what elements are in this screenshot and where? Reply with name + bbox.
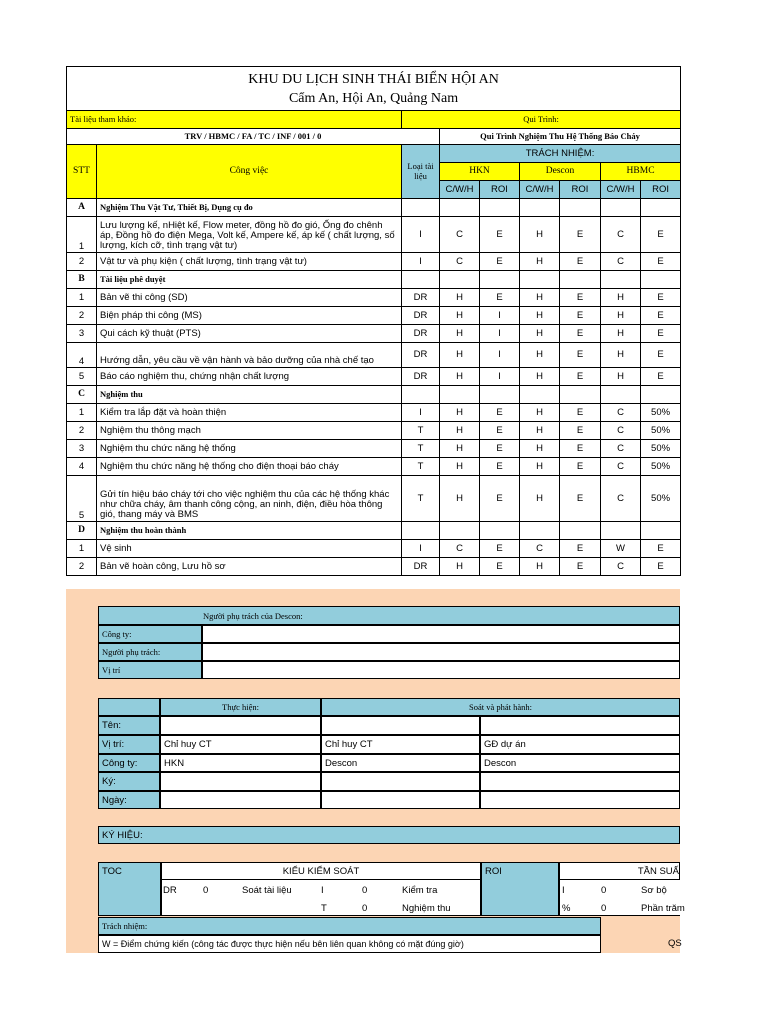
descon-company-label: Công ty: bbox=[98, 625, 202, 643]
frequency-header: TẦN SUẤ bbox=[559, 862, 680, 880]
position-value: Chỉ huy CT bbox=[321, 735, 480, 754]
doc-type-cell: I bbox=[402, 403, 440, 421]
responsibility-cell: C bbox=[601, 252, 641, 270]
responsibility-cell: C bbox=[520, 539, 560, 557]
section-row bbox=[67, 385, 681, 403]
responsibility-cell: E bbox=[480, 216, 520, 252]
sub-header: C/W/H bbox=[601, 180, 641, 198]
table-row bbox=[67, 216, 681, 252]
doc-type-cell: DR bbox=[402, 324, 440, 342]
row-number: 3 bbox=[67, 439, 97, 457]
doc-type-cell: T bbox=[402, 457, 440, 475]
responsibility-cell bbox=[520, 521, 560, 539]
row-number: 4 bbox=[67, 457, 97, 475]
control-type-header: KIỂU KIỂM SOÁT bbox=[161, 862, 481, 880]
sub-header: ROI bbox=[641, 180, 681, 198]
table-row bbox=[67, 324, 681, 342]
legend-dr-text: Soát tài liệu bbox=[242, 885, 292, 896]
witness-definition: W = Điểm chứng kiến (công tác được thực hiện nếu bên liên quan không có mặt đúng giờ) bbox=[98, 935, 601, 953]
signature-label: Ký: bbox=[98, 772, 160, 791]
responsibility-cell bbox=[560, 198, 601, 216]
responsibility-cell: 50% bbox=[641, 457, 681, 475]
work-item: Gửi tín hiệu báo cháy tới cho việc nghiệm thu của các hệ thống khác như chữa cháy, âm thanh công cộng, an ninh, điện, điều hòa thông gió, thang máy và BMS bbox=[97, 475, 402, 521]
responsibility-cell bbox=[520, 270, 560, 288]
responsibility-header: TRÁCH NHIỆM: bbox=[440, 144, 681, 162]
doc-type-cell: T bbox=[402, 421, 440, 439]
responsibility-cell: 50% bbox=[641, 439, 681, 457]
doc-type-cell: DR bbox=[402, 367, 440, 385]
descon-position-label: Vị trí bbox=[98, 661, 202, 679]
responsibility-cell: H bbox=[601, 342, 641, 367]
responsibility-cell: H bbox=[520, 439, 560, 457]
section-row bbox=[67, 270, 681, 288]
responsibility-cell bbox=[560, 521, 601, 539]
responsibility-cell: E bbox=[641, 539, 681, 557]
sub-header: ROI bbox=[480, 180, 520, 198]
row-number: C bbox=[67, 385, 97, 403]
responsibility-cell: H bbox=[601, 288, 641, 306]
responsibility-cell: C bbox=[440, 216, 480, 252]
table-row bbox=[67, 367, 681, 385]
responsibility-cell: H bbox=[440, 367, 480, 385]
legend-roi-pct: % bbox=[562, 903, 571, 914]
row-number: 2 bbox=[67, 252, 97, 270]
work-item: Bản vẽ hoàn công, Lưu hồ sơ bbox=[97, 557, 402, 575]
name-field-review[interactable] bbox=[321, 716, 480, 735]
responsibility-cell bbox=[641, 270, 681, 288]
legend-t: T bbox=[321, 903, 327, 914]
date-field-exec[interactable] bbox=[160, 791, 321, 809]
signature-field-review[interactable] bbox=[321, 772, 480, 791]
row-number: 2 bbox=[67, 421, 97, 439]
work-item: Qui cách kỹ thuật (PTS) bbox=[97, 324, 402, 342]
signature-field-approve[interactable] bbox=[480, 772, 680, 791]
row-number: 5 bbox=[67, 367, 97, 385]
row-number: B bbox=[67, 270, 97, 288]
responsibility-cell bbox=[641, 385, 681, 403]
responsibility-cell: H bbox=[520, 342, 560, 367]
date-field-approve[interactable] bbox=[480, 791, 680, 809]
work-item: Biện pháp thi công (MS) bbox=[97, 306, 402, 324]
responsibility-cell: C bbox=[601, 457, 641, 475]
responsibility-cell: C bbox=[601, 216, 641, 252]
work-item: Vật tư và phụ kiện ( chất lượng, tình trạng vật tư) bbox=[97, 252, 402, 270]
legend-roi-pct-text: Phần trăm bbox=[641, 903, 685, 914]
descon-person-label: Người phụ trách: bbox=[98, 643, 202, 661]
executed-header: Thực hiện: bbox=[160, 698, 321, 716]
responsibility-cell: E bbox=[641, 216, 681, 252]
legend-t-text: Nghiệm thu bbox=[402, 903, 451, 914]
work-item: Báo cáo nghiệm thu, chứng nhận chất lượng bbox=[97, 367, 402, 385]
responsibility-cell: I bbox=[480, 324, 520, 342]
qs-label: QS bbox=[668, 938, 682, 949]
work-item: Bản vẽ thi công (SD) bbox=[97, 288, 402, 306]
responsibility-cell: H bbox=[440, 439, 480, 457]
responsibility-cell: 50% bbox=[641, 421, 681, 439]
doc-type-cell: T bbox=[402, 439, 440, 457]
responsibility-cell bbox=[440, 198, 480, 216]
responsibility-cell: E bbox=[560, 421, 601, 439]
descon-title: Người phụ trách của Descon: bbox=[98, 606, 680, 625]
doc-type-cell: I bbox=[402, 216, 440, 252]
responsibility-cell: E bbox=[480, 475, 520, 521]
responsibility-cell: E bbox=[641, 557, 681, 575]
responsibility-cell: C bbox=[601, 403, 641, 421]
date-field-review[interactable] bbox=[321, 791, 480, 809]
responsibility-cell: H bbox=[520, 324, 560, 342]
responsibility-cell: C bbox=[601, 557, 641, 575]
doctype-header: Loại tài liệu bbox=[402, 144, 440, 198]
row-number: A bbox=[67, 198, 97, 216]
responsibility-cell: E bbox=[480, 439, 520, 457]
section-row bbox=[67, 198, 681, 216]
responsibility-cell: E bbox=[480, 421, 520, 439]
section-row bbox=[67, 521, 681, 539]
responsibility-cell: E bbox=[480, 288, 520, 306]
responsibility-cell: E bbox=[480, 403, 520, 421]
responsibility-cell: H bbox=[440, 557, 480, 575]
checklist-table bbox=[66, 66, 681, 576]
table-row bbox=[67, 557, 681, 575]
responsibility-cell: H bbox=[520, 475, 560, 521]
roi-label: ROI bbox=[481, 862, 559, 916]
row-number: 3 bbox=[67, 324, 97, 342]
work-item: Nghiệm thu thông mạch bbox=[97, 421, 402, 439]
page-subtitle: Cẩm An, Hội An, Quảng Nam bbox=[67, 91, 681, 111]
name-field-approve[interactable] bbox=[480, 716, 680, 735]
signature-field-exec[interactable] bbox=[160, 772, 321, 791]
responsibility-cell: C bbox=[601, 421, 641, 439]
legend-checkbox: 0 bbox=[601, 885, 607, 896]
company-value: Descon bbox=[321, 754, 480, 772]
row-number: 1 bbox=[67, 216, 97, 252]
responsibility-cell: H bbox=[440, 421, 480, 439]
position-value: Chỉ huy CT bbox=[160, 735, 321, 754]
section-title: Nghiệm thu bbox=[97, 385, 402, 403]
responsibility-cell: E bbox=[560, 306, 601, 324]
doc-type-cell bbox=[402, 270, 440, 288]
doc-type-cell: DR bbox=[402, 288, 440, 306]
stt-header: STT bbox=[67, 144, 97, 198]
legend-dr: DR bbox=[163, 885, 177, 896]
responsibility-label: Trách nhiệm: bbox=[98, 917, 601, 935]
legend-roi-i-text: Sơ bộ bbox=[641, 885, 667, 896]
table-row bbox=[67, 457, 681, 475]
table-row bbox=[67, 421, 681, 439]
work-header: Công việc bbox=[97, 144, 402, 198]
procedure-title: Qui Trình Nghiệm Thu Hệ Thống Báo Cháy bbox=[440, 128, 681, 144]
doc-type-cell bbox=[402, 521, 440, 539]
table-row bbox=[67, 306, 681, 324]
group-header-descon: Descon bbox=[520, 162, 601, 180]
responsibility-cell: E bbox=[560, 403, 601, 421]
responsibility-cell: H bbox=[440, 288, 480, 306]
responsibility-cell: E bbox=[641, 342, 681, 367]
responsibility-cell bbox=[520, 198, 560, 216]
work-item: Nghiệm thu chức năng hệ thống bbox=[97, 439, 402, 457]
work-item: Nghiệm thu chức năng hệ thống cho điện thoại báo cháy bbox=[97, 457, 402, 475]
responsibility-cell: E bbox=[480, 557, 520, 575]
work-item: Hướng dẫn, yêu cầu về vận hành và bảo dưỡng của nhà chế tạo bbox=[97, 342, 402, 367]
responsibility-cell: H bbox=[520, 403, 560, 421]
responsibility-cell bbox=[601, 270, 641, 288]
legend-checkbox: 0 bbox=[362, 885, 368, 896]
responsibility-cell: H bbox=[440, 457, 480, 475]
company-value: HKN bbox=[160, 754, 321, 772]
document-code: TRV / HBMC / FA / TC / INF / 001 / 0 bbox=[67, 128, 440, 144]
descon-person-field[interactable] bbox=[202, 643, 680, 661]
responsibility-cell: H bbox=[520, 557, 560, 575]
page-title: KHU DU LỊCH SINH THÁI BIỂN HỘI AN bbox=[67, 67, 681, 91]
sign-corner bbox=[98, 698, 160, 716]
legend-checkbox: 0 bbox=[203, 885, 209, 896]
responsibility-cell bbox=[480, 270, 520, 288]
responsibility-cell: C bbox=[601, 439, 641, 457]
sub-header: C/W/H bbox=[440, 180, 480, 198]
responsibility-cell: H bbox=[520, 288, 560, 306]
name-label: Tên: bbox=[98, 716, 160, 735]
row-number: 1 bbox=[67, 288, 97, 306]
responsibility-cell bbox=[480, 521, 520, 539]
responsibility-cell: H bbox=[520, 306, 560, 324]
review-header: Soát và phát hành: bbox=[321, 698, 680, 716]
responsibility-cell: E bbox=[560, 324, 601, 342]
responsibility-cell bbox=[641, 198, 681, 216]
group-header-hkn: HKN bbox=[440, 162, 520, 180]
row-number: 4 bbox=[67, 342, 97, 367]
responsibility-cell: H bbox=[440, 306, 480, 324]
table-row bbox=[67, 475, 681, 521]
responsibility-cell: I bbox=[480, 342, 520, 367]
table-row bbox=[67, 403, 681, 421]
reference-label: Tài liệu tham khảo: bbox=[67, 110, 402, 128]
row-number: 5 bbox=[67, 475, 97, 521]
doc-type-cell: DR bbox=[402, 306, 440, 324]
responsibility-cell: H bbox=[440, 403, 480, 421]
responsibility-cell: H bbox=[440, 324, 480, 342]
section-title: Tài liệu phê duyệt bbox=[97, 270, 402, 288]
doc-type-cell bbox=[402, 198, 440, 216]
toc-label: TOC bbox=[98, 862, 161, 916]
responsibility-cell: E bbox=[641, 367, 681, 385]
name-field-exec[interactable] bbox=[160, 716, 321, 735]
doc-type-cell bbox=[402, 385, 440, 403]
responsibility-cell: E bbox=[560, 252, 601, 270]
row-number: 2 bbox=[67, 557, 97, 575]
legend-roi-i: I bbox=[562, 885, 565, 896]
responsibility-cell: C bbox=[440, 539, 480, 557]
responsibility-cell: H bbox=[520, 216, 560, 252]
row-number: 1 bbox=[67, 403, 97, 421]
responsibility-cell bbox=[601, 385, 641, 403]
responsibility-cell bbox=[440, 521, 480, 539]
responsibility-cell bbox=[480, 198, 520, 216]
company-label: Công ty: bbox=[98, 754, 160, 772]
responsibility-cell bbox=[560, 270, 601, 288]
symbols-title: KÝ HIỆU: bbox=[98, 826, 680, 844]
responsibility-cell: C bbox=[601, 475, 641, 521]
responsibility-cell: E bbox=[560, 557, 601, 575]
responsibility-cell bbox=[520, 385, 560, 403]
legend-checkbox: 0 bbox=[601, 903, 607, 914]
responsibility-cell: E bbox=[560, 342, 601, 367]
work-item: Vệ sinh bbox=[97, 539, 402, 557]
responsibility-cell bbox=[480, 385, 520, 403]
table-row bbox=[67, 252, 681, 270]
responsibility-cell bbox=[440, 270, 480, 288]
responsibility-cell: E bbox=[560, 475, 601, 521]
section-title: Nghiệm Thu Vật Tư, Thiết Bị, Dụng cụ đo bbox=[97, 198, 402, 216]
responsibility-cell: H bbox=[601, 306, 641, 324]
responsibility-cell: C bbox=[440, 252, 480, 270]
responsibility-cell bbox=[641, 521, 681, 539]
section-title: Nghiệm thu hoàn thành bbox=[97, 521, 402, 539]
row-number: D bbox=[67, 521, 97, 539]
responsibility-cell: E bbox=[560, 539, 601, 557]
legend-i-text: Kiểm tra bbox=[402, 885, 438, 896]
responsibility-cell: E bbox=[641, 252, 681, 270]
company-value: Descon bbox=[480, 754, 680, 772]
responsibility-cell: H bbox=[520, 252, 560, 270]
table-row bbox=[67, 288, 681, 306]
procedure-label: Qui Trình: bbox=[402, 110, 681, 128]
doc-type-cell: T bbox=[402, 475, 440, 521]
responsibility-cell: E bbox=[560, 288, 601, 306]
row-number: 1 bbox=[67, 539, 97, 557]
responsibility-cell: 50% bbox=[641, 475, 681, 521]
position-value: GĐ dự án bbox=[480, 735, 680, 754]
responsibility-cell bbox=[601, 198, 641, 216]
responsibility-cell: E bbox=[560, 439, 601, 457]
responsibility-cell: E bbox=[641, 288, 681, 306]
responsibility-cell: E bbox=[560, 216, 601, 252]
responsibility-cell: E bbox=[641, 324, 681, 342]
doc-type-cell: DR bbox=[402, 557, 440, 575]
responsibility-cell: 50% bbox=[641, 403, 681, 421]
descon-company-field[interactable] bbox=[202, 625, 680, 643]
responsibility-cell bbox=[440, 385, 480, 403]
responsibility-cell: H bbox=[440, 342, 480, 367]
work-item: Lưu lượng kế, nHiệt kế, Flow meter, đồng hồ đo gió, Ống đo chênh áp, Đồng hồ đo điện Mega, Volt kế, Ampere kế, áp kế ( chất lượng, số lượng, kích cỡ, tình trạng vật tư) bbox=[97, 216, 402, 252]
checklist-sheet bbox=[66, 66, 680, 576]
doc-type-cell: I bbox=[402, 539, 440, 557]
legend-checkbox: 0 bbox=[362, 903, 368, 914]
responsibility-cell: E bbox=[641, 306, 681, 324]
responsibility-cell: W bbox=[601, 539, 641, 557]
responsibility-cell: H bbox=[520, 457, 560, 475]
responsibility-cell: H bbox=[520, 421, 560, 439]
position-label: Vị trí: bbox=[98, 735, 160, 754]
responsibility-cell: E bbox=[480, 252, 520, 270]
doc-type-cell: DR bbox=[402, 342, 440, 367]
responsibility-cell: I bbox=[480, 367, 520, 385]
group-header-hbmc: HBMC bbox=[601, 162, 681, 180]
responsibility-cell: H bbox=[601, 367, 641, 385]
responsibility-cell: H bbox=[601, 324, 641, 342]
responsibility-cell: E bbox=[480, 457, 520, 475]
responsibility-cell: E bbox=[480, 539, 520, 557]
row-number: 2 bbox=[67, 306, 97, 324]
responsibility-cell: I bbox=[480, 306, 520, 324]
doc-type-cell: I bbox=[402, 252, 440, 270]
table-row bbox=[67, 539, 681, 557]
sub-header: C/W/H bbox=[520, 180, 560, 198]
responsibility-cell bbox=[601, 521, 641, 539]
date-label: Ngày: bbox=[98, 791, 160, 809]
sub-header: ROI bbox=[560, 180, 601, 198]
table-row bbox=[67, 439, 681, 457]
work-item: Kiểm tra lắp đặt và hoàn thiện bbox=[97, 403, 402, 421]
table-row bbox=[67, 342, 681, 367]
legend-i: I bbox=[321, 885, 324, 896]
responsibility-cell: E bbox=[560, 457, 601, 475]
responsibility-cell: H bbox=[440, 475, 480, 521]
descon-position-field[interactable] bbox=[202, 661, 680, 679]
responsibility-cell bbox=[560, 385, 601, 403]
responsibility-cell: H bbox=[520, 367, 560, 385]
responsibility-cell: E bbox=[560, 367, 601, 385]
